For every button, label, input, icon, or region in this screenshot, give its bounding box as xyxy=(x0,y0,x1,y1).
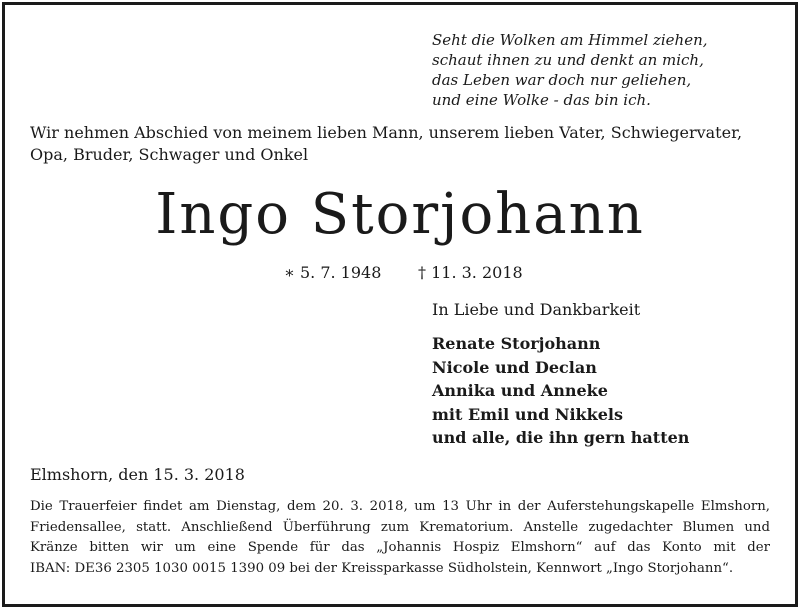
place-date: Elmshorn, den 15. 3. 2018 xyxy=(30,465,245,484)
mourner-name: mit Emil und Nikkels xyxy=(432,404,623,424)
poem-line: das Leben war doch nur geliehen, xyxy=(432,71,692,89)
birth-date: ∗ 5. 7. 1948 xyxy=(284,263,382,282)
mourner-name: Annika und Anneke xyxy=(432,381,608,400)
mourners-list xyxy=(432,332,689,450)
notice-line: Die Trauerfeier findet am Dienstag, dem 20. 3. 2018, um 13 Uhr in der Auferstehungskapelle Elmshorn, xyxy=(30,499,770,514)
notice-line: Friedensallee, statt. Anschließend Überführung zum Krematorium. Anstelle zugedachter Blumen und xyxy=(30,519,770,535)
poem-line: Seht die Wolken am Himmel ziehen, xyxy=(432,31,708,49)
poem-line: schaut ihnen zu und denkt an mich, xyxy=(432,51,704,69)
mourner-name: und alle, die ihn gern hatten xyxy=(432,428,690,447)
poem xyxy=(432,30,708,110)
farewell-intro: Wir nehmen Abschied von meinem lieben Mann, unserem lieben Vater, Schwiegervater, Opa, Bruder, Schwager und Onkel xyxy=(30,123,743,164)
notice-line: Kränze bitten wir um eine Spende für das „Johannis Hospiz Elmshorn“ auf das Konto mit der xyxy=(30,540,770,555)
mourner-name: Renate Storjohann xyxy=(432,334,601,353)
death-date: † 11. 3. 2018 xyxy=(418,263,523,282)
closing-phrase: In Liebe und Dankbarkeit xyxy=(432,300,641,319)
deceased-name: Ingo Storjohann xyxy=(155,182,645,247)
notice-line: IBAN: DE36 2305 1030 0015 1390 09 bei der Kreissparkasse Südholstein, Kennwort „Ingo Storjohann“. xyxy=(30,560,734,576)
funeral-notice xyxy=(30,497,770,579)
poem-line: und eine Wolke - das bin ich. xyxy=(432,91,651,109)
mourner-name: Nicole und Declan xyxy=(432,357,597,377)
